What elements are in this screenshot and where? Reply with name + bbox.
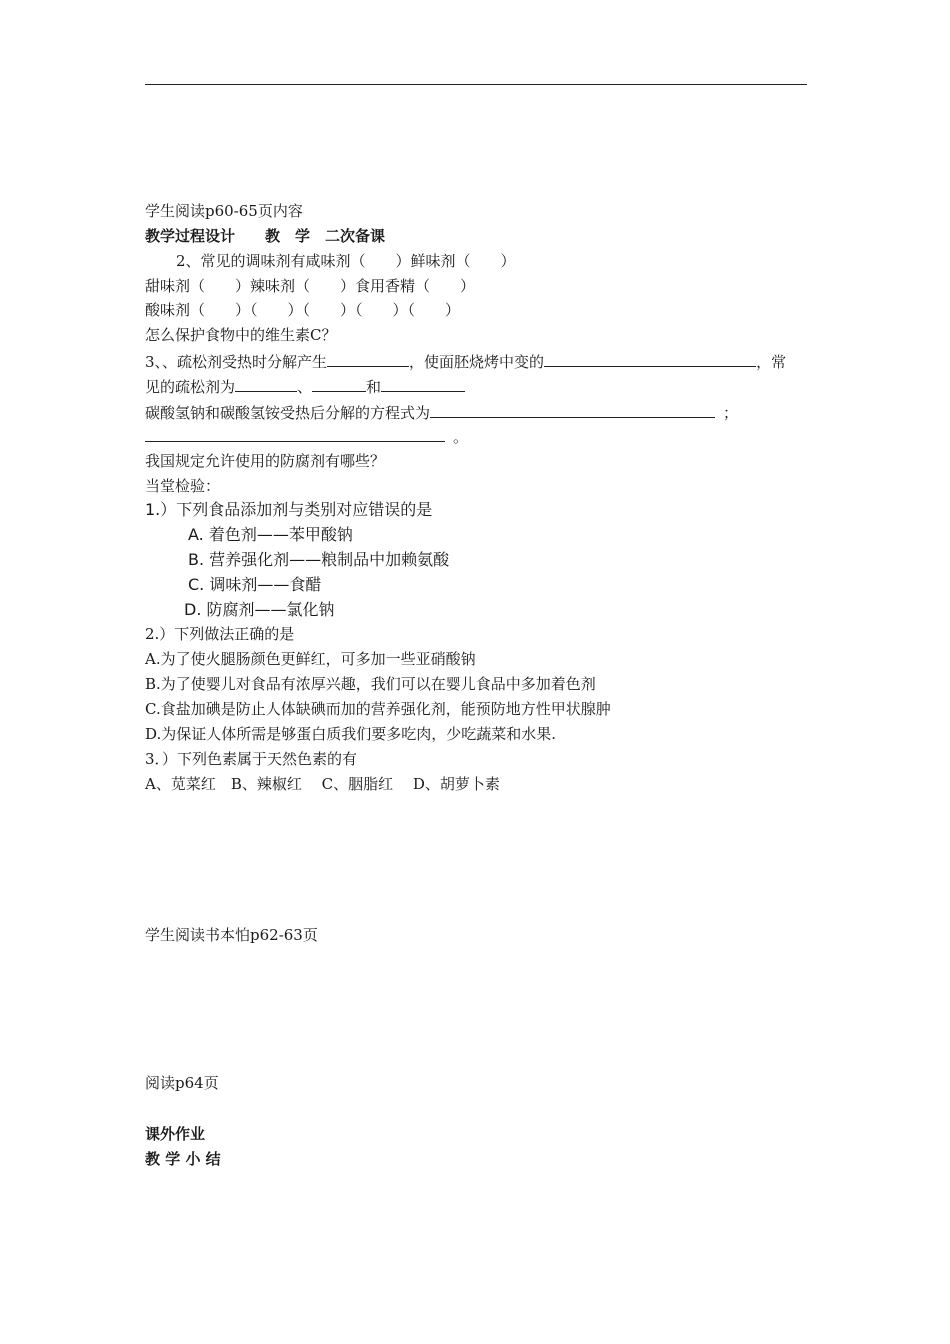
quiz2-option-c: C.食盐加碘是防止人体缺碘而加的营养强化剂，能预防地方性甲状腺肿 xyxy=(145,700,611,718)
vitamin-question: 怎么保护食物中的维生素C？ xyxy=(145,326,337,344)
leavening-text-b: ，使面胚烧烤中变的 xyxy=(409,353,545,371)
leavening-text-e: 、 xyxy=(297,378,313,396)
answer-blank xyxy=(544,351,756,367)
quiz1-option-b: B. 营养强化剂——粮制品中加赖氨酸 xyxy=(188,550,450,569)
quiz3-question: 3．）下列色素属于天然色素的有 xyxy=(145,750,358,768)
check-title: 当堂检验： xyxy=(145,477,221,495)
reading-intro: 学生阅读p60-65页内容 xyxy=(145,202,303,220)
answer-blank xyxy=(312,376,366,392)
leavening-question-line2 xyxy=(145,376,465,396)
equation-end: 。 xyxy=(453,428,469,446)
equation-label: 碳酸氢钠和碳酸氢铵受热后分解的方程式为 xyxy=(145,404,431,422)
equation-question xyxy=(145,402,738,422)
quiz1-option-c: C. 调味剂——食醋 xyxy=(188,575,322,594)
seasoning-question-line2: 甜味剂（ ）辣味剂（ ）食用香精（ ） xyxy=(145,277,476,295)
seasoning-question-line3: 酸味剂（ ）（ ）（ ）（ ）（ ） xyxy=(145,301,461,319)
reading-p64-note: 阅读p64页 xyxy=(145,1074,219,1092)
quiz1-option-d: D. 防腐剂——氯化钠 xyxy=(184,600,335,619)
quiz1-option-a: A. 着色剂——苯甲酸钠 xyxy=(188,525,353,544)
quiz2-option-d: D.为保证人体所需是够蛋白质我们要多吃肉，少吃蔬菜和水果. xyxy=(145,725,557,743)
design-header: 教学过程设计 教 学 二次备课 xyxy=(145,227,386,245)
quiz2-question: 2.）下列做法正确的是 xyxy=(145,625,295,643)
quiz1-question: 1.）下列食品添加剂与类别对应错误的是 xyxy=(145,500,433,519)
equation-separator: ； xyxy=(723,404,739,422)
leavening-text-f: 和 xyxy=(366,378,382,396)
answer-blank xyxy=(327,351,409,367)
quiz3-options: A、苋菜红 B、辣椒红 C、胭脂红 D、胡萝卜素 xyxy=(145,775,500,793)
leavening-text-c: ，常 xyxy=(756,353,787,371)
answer-blank xyxy=(381,376,465,392)
leavening-text-d: 见的疏松剂为 xyxy=(145,378,236,396)
quiz2-option-a: A.为了使火腿肠颜色更鲜红，可多加一些亚硝酸钠 xyxy=(145,650,476,668)
leavening-text-a: 3、、疏松剂受热时分解产生 xyxy=(145,353,328,371)
equation-answer-line xyxy=(145,426,468,446)
homework-heading: 课外作业 xyxy=(145,1125,206,1143)
leavening-question-line1 xyxy=(145,351,786,371)
seasoning-question-line1: 2、常见的调味剂有咸味剂（ ）鲜味剂（ ） xyxy=(176,252,516,270)
preservative-question: 我国规定允许使用的防腐剂有哪些？ xyxy=(145,452,386,470)
quiz2-option-b: B.为了使婴儿对食品有浓厚兴趣，我们可以在婴儿食品中多加着色剂 xyxy=(145,675,596,693)
header-rule xyxy=(145,84,807,85)
reading-book-note: 学生阅读书本怕p62-63页 xyxy=(145,926,318,944)
answer-blank xyxy=(430,402,715,418)
summary-heading: 教 学 小 结 xyxy=(145,1150,221,1168)
answer-blank xyxy=(145,426,445,442)
answer-blank xyxy=(235,376,297,392)
